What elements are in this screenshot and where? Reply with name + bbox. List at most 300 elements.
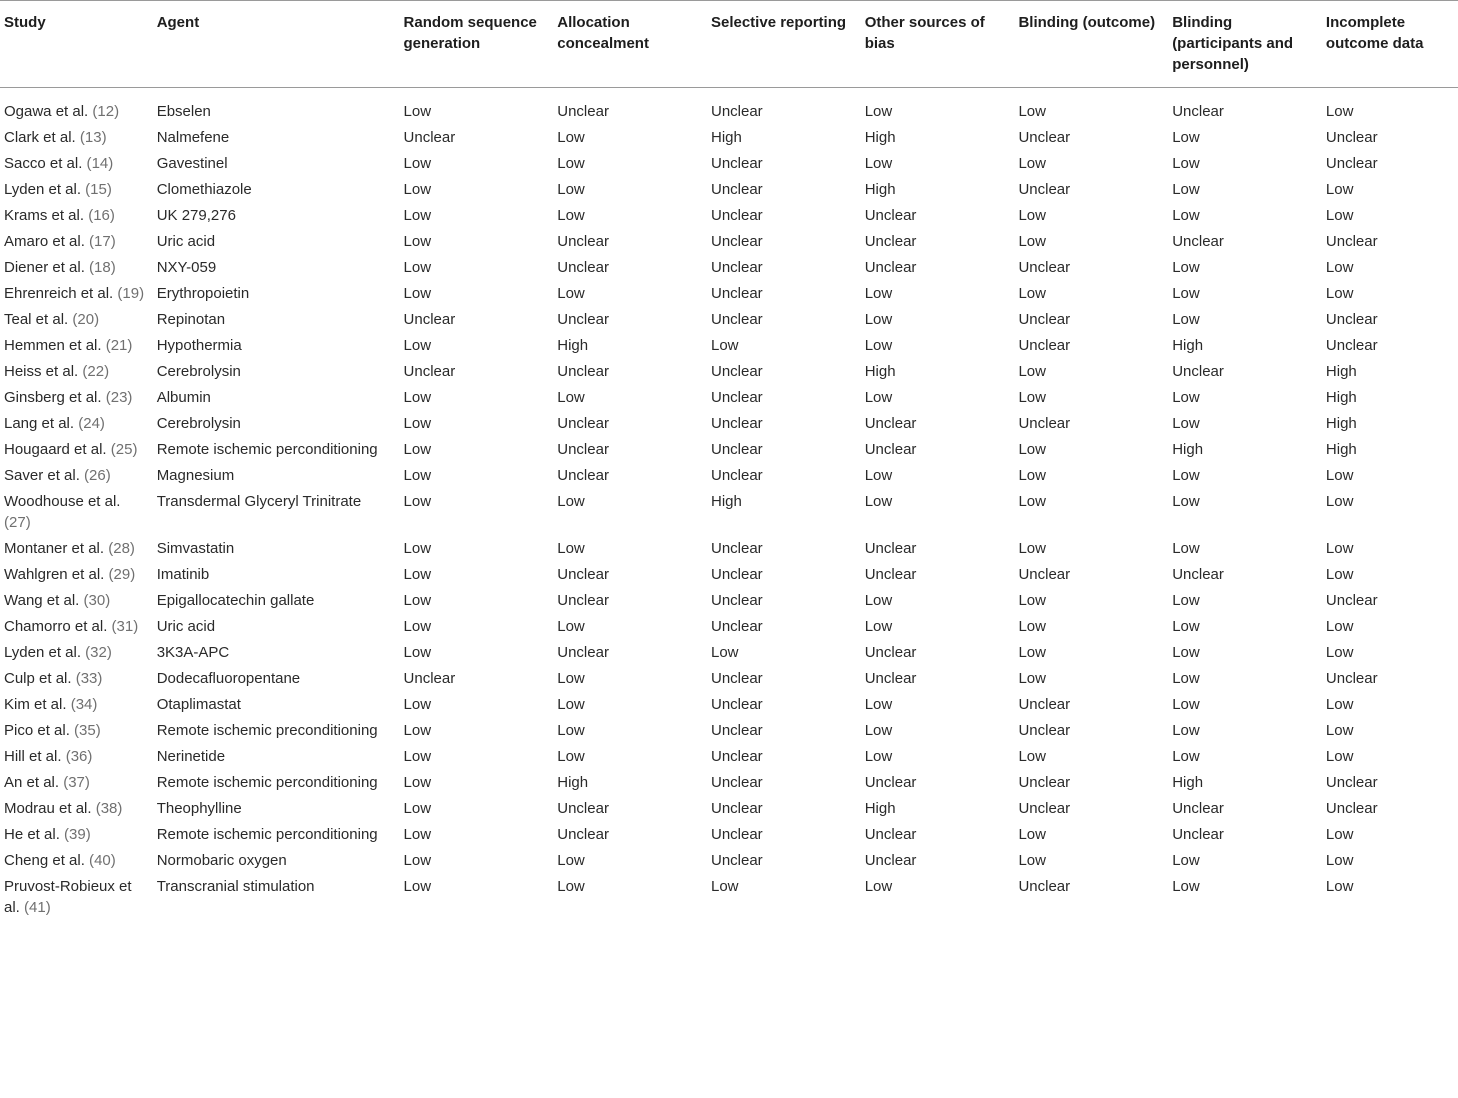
risk-cell: Low: [403, 389, 432, 406]
risk-cell: Low: [1325, 540, 1354, 557]
risk-cell: Unclear: [710, 467, 763, 484]
risk-cell: Low: [1018, 233, 1046, 250]
study-cell: Woodhouse et al. (27): [4, 493, 121, 531]
risk-cell: High: [557, 774, 589, 791]
table-row: [0, 822, 1458, 848]
risk-cell: Unclear: [1018, 259, 1071, 276]
risk-cell: Low: [403, 181, 432, 198]
risk-cell: Unclear: [864, 540, 917, 557]
risk-cell: Unclear: [557, 467, 609, 484]
table-row: [0, 203, 1458, 229]
risk-cell: Low: [864, 618, 893, 635]
risk-cell: High: [1172, 774, 1204, 791]
study-name: Heiss et al.: [4, 363, 79, 380]
risk-cell: Unclear: [710, 363, 763, 380]
risk-cell: Low: [1325, 467, 1354, 484]
header-blinding-participants: Blinding (participants and personnel): [1172, 14, 1294, 73]
risk-cell: Unclear: [1325, 129, 1378, 146]
risk-cell: Low: [403, 774, 432, 791]
risk-cell: Unclear: [710, 233, 763, 250]
risk-cell: Unclear: [1018, 129, 1071, 146]
citation-link[interactable]: 30: [88, 592, 106, 609]
risk-cell: Low: [557, 722, 585, 739]
agent-cell: Imatinib: [156, 566, 210, 583]
citation-link[interactable]: 14: [91, 155, 109, 172]
study-cell: Hemmen et al. (21): [4, 337, 133, 354]
study-cell: Kim et al. (34): [4, 696, 98, 713]
risk-cell: High: [864, 181, 896, 198]
risk-cell: Unclear: [1018, 311, 1071, 328]
risk-cell: Unclear: [1325, 155, 1378, 172]
risk-cell: Unclear: [864, 774, 917, 791]
risk-cell: Low: [864, 878, 893, 895]
table-row: [0, 770, 1458, 796]
table-row: [0, 385, 1458, 411]
header-study: Study: [4, 14, 46, 31]
risk-cell: High: [1325, 363, 1357, 380]
risk-cell: Low: [710, 878, 739, 895]
risk-cell: Unclear: [1325, 233, 1378, 250]
study-name: Cheng et al.: [4, 852, 85, 869]
agent-cell: Transdermal Glyceryl Trinitrate: [156, 493, 362, 510]
study-name: Lyden et al.: [4, 181, 81, 198]
risk-cell: Unclear: [710, 155, 763, 172]
citation-link[interactable]: 19: [122, 285, 140, 302]
table-row: [0, 588, 1458, 614]
study-name: Saver et al.: [4, 467, 80, 484]
citation-link[interactable]: 38: [100, 800, 118, 817]
table-row: [0, 848, 1458, 874]
risk-cell: Low: [403, 800, 432, 817]
risk-cell: Unclear: [1018, 566, 1071, 583]
study-name: Hougaard et al.: [4, 441, 107, 458]
table-row: [0, 666, 1458, 692]
citation-link[interactable]: 31: [116, 618, 134, 635]
risk-cell: Unclear: [864, 233, 917, 250]
risk-cell: Unclear: [710, 670, 763, 687]
citation-link[interactable]: 41: [29, 899, 46, 916]
risk-cell: Unclear: [1018, 415, 1071, 432]
agent-cell: Clomethiazole: [156, 181, 252, 198]
study-cell: Clark et al. (13): [4, 129, 107, 146]
table-row: [0, 88, 1458, 126]
risk-cell: Unclear: [710, 748, 763, 765]
citation-link[interactable]: 18: [94, 259, 111, 276]
risk-cell: Low: [557, 155, 585, 172]
risk-cell: Low: [1172, 415, 1200, 432]
citation-link[interactable]: 12: [97, 103, 115, 120]
study-name: Wang et al.: [4, 592, 80, 609]
risk-cell: Low: [1018, 389, 1046, 406]
risk-cell: Unclear: [864, 670, 917, 687]
study-cell: Ginsberg et al. (23): [4, 389, 133, 406]
risk-cell: Unclear: [1325, 592, 1378, 609]
risk-cell: Low: [864, 337, 893, 354]
citation-link[interactable]: 32: [90, 644, 107, 661]
risk-cell: Low: [557, 207, 585, 224]
study-name: Woodhouse et al.: [4, 493, 121, 510]
risk-cell: Low: [1325, 618, 1354, 635]
agent-cell: Nalmefene: [156, 129, 230, 146]
risk-cell: Low: [1172, 207, 1200, 224]
study-name: Kim et al.: [4, 696, 67, 713]
risk-cell: High: [1325, 389, 1357, 406]
risk-cell: Low: [1018, 493, 1046, 510]
citation-link[interactable]: 36: [70, 748, 88, 765]
risk-cell: Low: [403, 722, 432, 739]
risk-cell: Low: [403, 748, 432, 765]
study-cell: He et al. (39): [4, 826, 91, 843]
risk-cell: Unclear: [557, 363, 609, 380]
table-row: [0, 796, 1458, 822]
table-row: [0, 614, 1458, 640]
citation-link[interactable]: 37: [68, 774, 85, 791]
risk-cell: Low: [1018, 540, 1046, 557]
risk-cell: Low: [403, 103, 432, 120]
study-name: Lang et al.: [4, 415, 75, 432]
risk-cell: Unclear: [710, 722, 763, 739]
risk-cell: High: [1325, 441, 1357, 458]
study-name: Culp et al.: [4, 670, 72, 687]
study-name: Pruvost-Robieux et al.: [4, 878, 132, 916]
study-cell: Saver et al. (26): [4, 467, 111, 484]
risk-cell: Low: [403, 644, 432, 661]
risk-cell: Unclear: [710, 566, 763, 583]
risk-cell: Unclear: [403, 129, 456, 146]
risk-cell: Low: [1018, 467, 1046, 484]
risk-cell: Unclear: [710, 441, 763, 458]
risk-cell: Low: [1018, 207, 1046, 224]
agent-cell: Remote ischemic perconditioning: [156, 826, 378, 843]
study-cell: Wahlgren et al. (29): [4, 566, 136, 583]
table-row: [0, 718, 1458, 744]
risk-cell: High: [1325, 415, 1357, 432]
risk-cell: Low: [403, 233, 432, 250]
agent-cell: Remote ischemic perconditioning: [156, 774, 378, 791]
risk-cell: Low: [1172, 618, 1200, 635]
citation-link[interactable]: 40: [94, 852, 111, 869]
citation-link[interactable]: 15: [90, 181, 107, 198]
risk-cell: High: [1172, 441, 1204, 458]
risk-cell: Unclear: [710, 415, 763, 432]
header-allocation-concealment: Allocation concealment: [557, 14, 649, 52]
risk-cell: Low: [1172, 722, 1200, 739]
table-row: [0, 307, 1458, 333]
table-row: [0, 333, 1458, 359]
risk-cell: Unclear: [557, 103, 609, 120]
risk-cell: Unclear: [864, 441, 917, 458]
risk-cell: Low: [1018, 441, 1046, 458]
risk-cell: Low: [403, 566, 432, 583]
risk-cell: Unclear: [1172, 566, 1224, 583]
risk-cell: Low: [1172, 181, 1200, 198]
study-name: Wahlgren et al.: [4, 566, 105, 583]
risk-cell: Unclear: [710, 311, 763, 328]
study-name: Diener et al.: [4, 259, 85, 276]
risk-cell: Unclear: [864, 259, 917, 276]
header-incomplete-outcome-data: Incomplete outcome data: [1325, 14, 1424, 52]
header-other-sources-of-bias: Other sources of bias: [864, 14, 985, 52]
citation-link[interactable]: 25: [115, 441, 133, 458]
study-name: Ogawa et al.: [4, 103, 89, 120]
risk-cell: Unclear: [557, 311, 609, 328]
study-name: Modrau et al.: [4, 800, 92, 817]
study-name: Montaner et al.: [4, 540, 105, 557]
risk-cell: Low: [557, 540, 585, 557]
risk-cell: Unclear: [557, 644, 609, 661]
risk-cell: Low: [1325, 878, 1354, 895]
risk-cell: Low: [1172, 311, 1200, 328]
risk-cell: Low: [1018, 670, 1046, 687]
risk-cell: Unclear: [1172, 233, 1224, 250]
agent-cell: Magnesium: [156, 467, 235, 484]
risk-cell: Low: [1172, 285, 1200, 302]
table-row: [0, 489, 1458, 536]
citation-link[interactable]: 21: [110, 337, 128, 354]
risk-cell: High: [710, 129, 742, 146]
agent-cell: NXY-059: [156, 259, 217, 276]
risk-cell: Unclear: [710, 800, 763, 817]
risk-cell: Unclear: [1172, 826, 1224, 843]
risk-cell: Low: [710, 337, 739, 354]
study-cell: Lang et al. (24): [4, 415, 105, 432]
risk-cell: Unclear: [1325, 670, 1378, 687]
risk-cell: Low: [1018, 852, 1046, 869]
agent-cell: Dodecafluoropentane: [156, 670, 301, 687]
risk-cell: Low: [1325, 285, 1354, 302]
risk-cell: Low: [864, 103, 893, 120]
risk-cell: Unclear: [710, 389, 763, 406]
table-row: [0, 562, 1458, 588]
risk-cell: Low: [1018, 748, 1046, 765]
study-name: Hemmen et al.: [4, 337, 102, 354]
risk-cell: Low: [403, 826, 432, 843]
risk-cell: Unclear: [557, 800, 609, 817]
agent-cell: Nerinetide: [156, 748, 226, 765]
risk-cell: Low: [557, 748, 585, 765]
risk-cell: Unclear: [710, 592, 763, 609]
agent-cell: Erythropoietin: [156, 285, 250, 302]
risk-cell: Low: [403, 207, 432, 224]
citation-link[interactable]: 27: [9, 514, 26, 531]
risk-cell: Low: [1172, 493, 1200, 510]
risk-cell: Unclear: [864, 826, 917, 843]
agent-cell: Cerebrolysin: [156, 415, 241, 432]
risk-cell: Low: [864, 311, 893, 328]
risk-cell: Low: [864, 592, 893, 609]
risk-cell: Low: [1172, 748, 1200, 765]
risk-cell: Unclear: [1018, 878, 1071, 895]
risk-cell: Unclear: [1325, 800, 1378, 817]
risk-cell: Low: [557, 389, 585, 406]
risk-cell: Low: [403, 696, 432, 713]
agent-cell: Epigallocatechin gallate: [156, 592, 315, 609]
risk-cell: Unclear: [1018, 696, 1071, 713]
study-cell: Culp et al. (33): [4, 670, 103, 687]
risk-cell: Low: [403, 878, 432, 895]
risk-cell: Low: [557, 493, 585, 510]
agent-cell: Albumin: [156, 389, 211, 406]
risk-cell: Low: [1172, 852, 1200, 869]
study-cell: Chamorro et al. (31): [4, 618, 139, 635]
citation-link[interactable]: 16: [93, 207, 110, 224]
risk-cell: Unclear: [557, 441, 609, 458]
risk-cell: Low: [1325, 207, 1354, 224]
risk-cell: Unclear: [557, 259, 609, 276]
citation-link[interactable]: 22: [87, 363, 105, 380]
header-blinding-outcome: Blinding (outcome): [1018, 14, 1156, 31]
risk-cell: Low: [403, 259, 432, 276]
risk-cell: Unclear: [710, 618, 763, 635]
risk-cell: Unclear: [710, 207, 763, 224]
agent-cell: Uric acid: [156, 233, 216, 250]
risk-cell: Unclear: [710, 774, 763, 791]
study-name: An et al.: [4, 774, 60, 791]
agent-cell: Repinotan: [156, 311, 226, 328]
study-cell: Sacco et al. (14): [4, 155, 114, 172]
citation-link[interactable]: 20: [77, 311, 95, 328]
citation-link[interactable]: 17: [94, 233, 111, 250]
risk-cell: Low: [557, 852, 585, 869]
risk-cell: High: [557, 337, 589, 354]
citation-link[interactable]: 13: [84, 129, 102, 146]
risk-cell: Low: [1172, 155, 1200, 172]
risk-cell: Low: [403, 441, 432, 458]
risk-cell: Low: [1325, 644, 1354, 661]
citation-link[interactable]: 24: [83, 415, 100, 432]
agent-cell: Ebselen: [156, 103, 211, 120]
study-name: Clark et al.: [4, 129, 76, 146]
risk-cell: Low: [403, 415, 432, 432]
table-row: [0, 411, 1458, 437]
risk-cell: Unclear: [1325, 774, 1378, 791]
risk-cell: Low: [1018, 363, 1046, 380]
study-name: Ehrenreich et al.: [4, 285, 114, 302]
risk-cell: Low: [1325, 826, 1354, 843]
risk-cell: Low: [864, 722, 893, 739]
risk-cell: Unclear: [710, 103, 763, 120]
risk-cell: Low: [1325, 748, 1354, 765]
risk-cell: Low: [557, 878, 585, 895]
agent-cell: Uric acid: [156, 618, 216, 635]
study-name: Hill et al.: [4, 748, 62, 765]
risk-cell: Low: [1172, 696, 1200, 713]
citation-link[interactable]: 29: [113, 566, 131, 583]
risk-cell: Low: [864, 467, 893, 484]
agent-cell: Remote ischemic perconditioning: [156, 441, 378, 458]
risk-cell: Unclear: [1018, 181, 1071, 198]
agent-cell: 3K3A-APC: [156, 644, 230, 661]
risk-cell: High: [864, 129, 896, 146]
risk-cell: High: [864, 363, 896, 380]
study-name: Ginsberg et al.: [4, 389, 102, 406]
risk-cell: Low: [403, 285, 432, 302]
agent-cell: Normobaric oxygen: [156, 852, 287, 869]
risk-cell: Unclear: [864, 207, 917, 224]
risk-cell: Unclear: [1018, 722, 1071, 739]
risk-cell: Low: [864, 696, 893, 713]
study-cell: Heiss et al. (22): [4, 363, 110, 380]
risk-cell: Low: [403, 337, 432, 354]
study-cell: Lyden et al. (32): [4, 644, 112, 661]
risk-cell: Low: [403, 155, 432, 172]
study-name: Amaro et al.: [4, 233, 85, 250]
study-cell: Lyden et al. (15): [4, 181, 112, 198]
risk-cell: Unclear: [1325, 337, 1378, 354]
risk-cell: Unclear: [710, 540, 763, 557]
risk-cell: Unclear: [710, 826, 763, 843]
study-name: Krams et al.: [4, 207, 85, 224]
table-row: [0, 874, 1458, 921]
risk-cell: Low: [403, 852, 432, 869]
risk-cell: Unclear: [557, 233, 609, 250]
risk-cell: Unclear: [710, 181, 763, 198]
risk-cell: Low: [1325, 493, 1354, 510]
citation-link[interactable]: 35: [79, 722, 96, 739]
risk-cell: Low: [557, 618, 585, 635]
table-row: [0, 359, 1458, 385]
table-row: [0, 463, 1458, 489]
risk-cell: Unclear: [864, 415, 917, 432]
study-cell: Diener et al. (18): [4, 259, 116, 276]
risk-cell: Low: [1172, 467, 1200, 484]
risk-cell: Unclear: [403, 670, 456, 687]
risk-cell: High: [710, 493, 742, 510]
table-row: [0, 125, 1458, 151]
risk-cell: Low: [1172, 540, 1200, 557]
risk-cell: Low: [1018, 592, 1046, 609]
study-cell: Ehrenreich et al. (19): [4, 285, 145, 302]
study-cell: Hougaard et al. (25): [4, 441, 138, 458]
agent-cell: Hypothermia: [156, 337, 242, 354]
risk-cell: Low: [1018, 103, 1046, 120]
risk-cell: Low: [557, 129, 585, 146]
risk-cell: Low: [864, 285, 893, 302]
risk-cell: Low: [403, 540, 432, 557]
study-cell: Krams et al. (16): [4, 207, 115, 224]
citation-link[interactable]: 28: [113, 540, 130, 557]
study-cell: Ogawa et al. (12): [4, 103, 120, 120]
study-name: Chamorro et al.: [4, 618, 108, 635]
risk-cell: Low: [1018, 618, 1046, 635]
citation-link[interactable]: 33: [80, 670, 98, 687]
risk-cell: Low: [864, 389, 893, 406]
agent-cell: Remote ischemic preconditioning: [156, 722, 378, 739]
risk-cell: Unclear: [557, 566, 609, 583]
citation-link[interactable]: 39: [69, 826, 86, 843]
risk-cell: Low: [1325, 722, 1354, 739]
risk-cell: Unclear: [864, 852, 917, 869]
table-row: [0, 281, 1458, 307]
risk-cell: Unclear: [864, 566, 917, 583]
citation-link[interactable]: 26: [89, 467, 106, 484]
agent-cell: Otaplimastat: [156, 696, 241, 713]
risk-cell: Unclear: [1018, 800, 1071, 817]
risk-cell: Unclear: [1325, 311, 1378, 328]
risk-cell: Unclear: [557, 415, 609, 432]
citation-link[interactable]: 34: [75, 696, 93, 713]
risk-cell: Low: [1172, 670, 1200, 687]
table-row: [0, 692, 1458, 718]
risk-cell: High: [1172, 337, 1204, 354]
citation-link[interactable]: 23: [110, 389, 128, 406]
study-cell: Pico et al. (35): [4, 722, 101, 739]
study-cell: Cheng et al. (40): [4, 852, 116, 869]
risk-cell: Low: [1172, 129, 1200, 146]
risk-cell: Unclear: [710, 852, 763, 869]
risk-cell: Low: [1172, 878, 1200, 895]
risk-cell: Low: [864, 748, 893, 765]
